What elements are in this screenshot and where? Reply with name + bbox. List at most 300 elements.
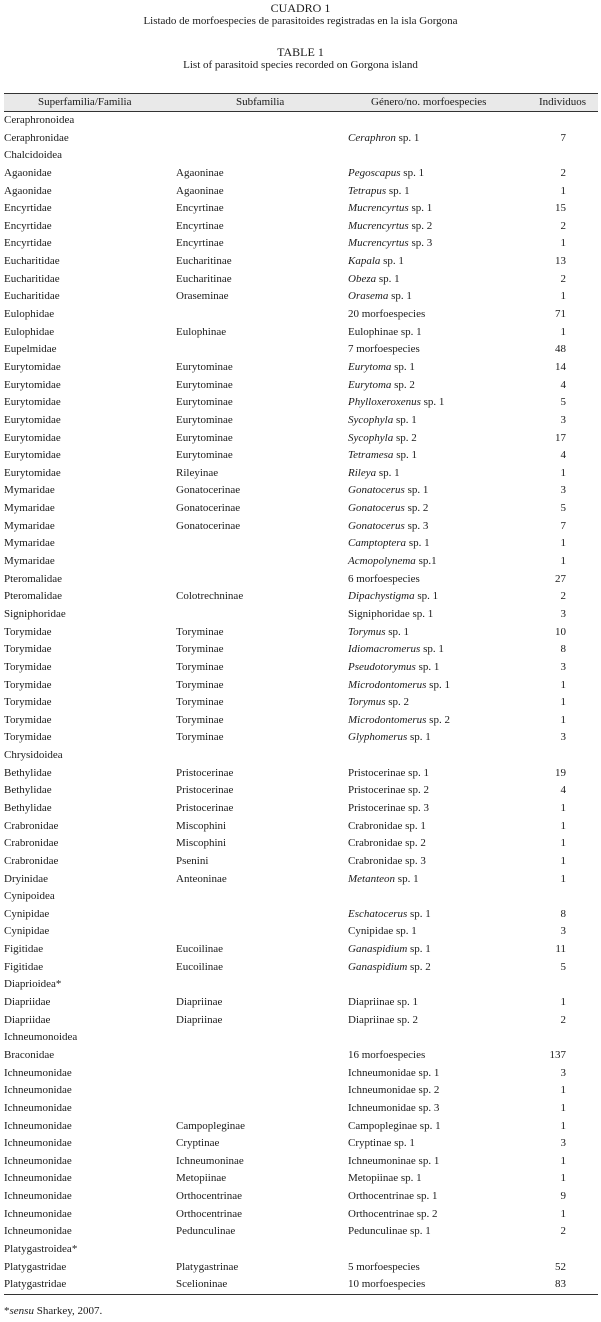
cell-genus: Pristocerinae sp. 2 [348, 784, 429, 797]
cell-genus: 6 morfoespecies [348, 572, 420, 585]
cell-subfamily: Toryminae [176, 731, 224, 744]
cell-genus [348, 694, 409, 711]
caption-number-es: CUADRO 1 [270, 1, 331, 15]
table-row [4, 1135, 598, 1153]
genus-italic: Pegoscapus [348, 166, 401, 179]
genus-italic: Glyphomerus [348, 731, 408, 744]
cell-genus [348, 288, 412, 305]
caption-number-en: TABLE 1 [277, 45, 324, 59]
cell-individuals: 4 [560, 784, 566, 797]
genus-suffix: sp. 3 [408, 237, 433, 250]
cell-family: Eurytomidae [4, 431, 61, 444]
cell-subfamily: Gonatocerinae [176, 502, 241, 515]
cell-individuals: 10 [555, 625, 566, 638]
table-row [4, 306, 598, 324]
table-row [4, 200, 598, 218]
cell-individuals: 2 [560, 219, 566, 232]
cell-subfamily: Toryminae [176, 678, 224, 691]
table-row [4, 1118, 598, 1136]
cell-individuals: 3 [560, 660, 566, 673]
cell-family: Mymaridae [4, 484, 55, 497]
cell-subfamily: Pristocerinae [176, 766, 234, 779]
cell-subfamily: Toryminae [176, 625, 224, 638]
cell-individuals: 4 [560, 378, 566, 391]
cell-subfamily: Psenini [176, 854, 209, 867]
table-row [4, 482, 598, 500]
table-row [4, 571, 598, 589]
cell-genus [348, 183, 410, 200]
table-row [4, 1047, 598, 1065]
caption-title-es: Listado de morfoespecies de parasitoides registradas en la isla Gorgona [143, 15, 458, 27]
cell-genus [348, 394, 444, 411]
cell-subfamily: Miscophini [176, 819, 227, 832]
cell-genus: Eulophinae sp. 1 [348, 325, 422, 338]
cell-individuals: 2 [560, 1225, 566, 1238]
cell-subfamily: Agaoninae [176, 184, 224, 197]
cell-genus [348, 641, 444, 658]
cell-genus [348, 500, 428, 517]
genus-italic: Rileya [348, 466, 377, 479]
table-row [4, 1100, 598, 1118]
cell-subfamily: Colotrechninae [176, 590, 244, 603]
cell-individuals: 4 [560, 449, 566, 462]
table-row [4, 782, 598, 800]
genus-suffix: sp. 1 [391, 360, 415, 373]
cell-subfamily: Campopleginae [176, 1119, 246, 1132]
cell-family: Torymidae [4, 713, 52, 726]
cell-individuals: 83 [555, 1278, 566, 1291]
cell-individuals: 13 [555, 255, 566, 268]
cell-genus: Metopiinae sp. 1 [348, 1172, 422, 1185]
cell-individuals: 52 [555, 1260, 566, 1273]
cell-subfamily: Pristocerinae [176, 784, 234, 797]
table-row [4, 500, 598, 518]
table-row [4, 430, 598, 448]
genus-suffix: sp. 1 [406, 537, 430, 550]
cell-subfamily: Miscophini [176, 837, 227, 850]
cell-genus: 20 morfoespecies [348, 308, 426, 321]
cell-genus [348, 218, 432, 235]
genus-italic: Tetramesa [348, 449, 394, 462]
cell-individuals: 3 [560, 1137, 566, 1150]
cell-subfamily: Pristocerinae [176, 801, 234, 814]
genus-suffix: sp. 1 [393, 449, 417, 462]
cell-family: Signiphoridae [4, 607, 66, 620]
genus-suffix: sp. 1 [420, 643, 444, 656]
cell-family: Chalcidoidea [4, 149, 63, 162]
table-row [4, 218, 598, 236]
cell-genus: Crabronidae sp. 3 [348, 854, 426, 867]
table-row [4, 253, 598, 271]
cell-subfamily: Eurytominae [176, 378, 233, 391]
cell-family: Crabronidae [4, 837, 59, 850]
cell-individuals: 1 [560, 996, 566, 1009]
table-row [4, 112, 598, 130]
cell-genus [348, 465, 400, 482]
cell-family: Figitidae [4, 943, 44, 956]
cell-subfamily: Eurytominae [176, 431, 233, 444]
genus-italic: Metanteon [348, 872, 396, 885]
cell-genus: Crabronidae sp. 1 [348, 819, 426, 832]
cell-family: Torymidae [4, 625, 52, 638]
table-row [4, 130, 598, 148]
table-row [4, 465, 598, 483]
cell-genus [348, 959, 431, 976]
cell-family: Crabronidae [4, 854, 59, 867]
genus-italic: Torymus [348, 696, 386, 709]
cell-individuals: 2 [560, 166, 566, 179]
cell-family: Eurytomidae [4, 378, 61, 391]
table-header [4, 93, 598, 112]
cell-subfamily: Metopiinae [176, 1172, 227, 1185]
cell-family: Eupelmidae [4, 343, 57, 356]
cell-genus: Ichneumonidae sp. 3 [348, 1101, 440, 1114]
table-row [4, 447, 598, 465]
cell-family: Braconidae [4, 1048, 55, 1061]
genus-italic: Kapala [348, 255, 381, 268]
cell-family: Ichneumonidae [4, 1066, 72, 1079]
cell-genus [348, 588, 438, 605]
cell-genus [348, 729, 431, 746]
table-row [4, 183, 598, 201]
cell-family: Cynipoidea [4, 890, 55, 903]
cell-individuals: 11 [555, 943, 566, 956]
table-row [4, 1241, 598, 1259]
cell-family: Torymidae [4, 678, 52, 691]
cell-family: Eurytomidae [4, 413, 61, 426]
cell-family: Cynipidae [4, 925, 50, 938]
cell-subfamily: Gonatocerinae [176, 519, 241, 532]
cell-genus [348, 677, 450, 694]
genus-suffix: sp. 1 [385, 625, 410, 638]
cell-family: Ichneumonidae [4, 1101, 72, 1114]
cell-subfamily: Encyrtinae [176, 202, 224, 215]
cell-individuals: 1 [560, 696, 566, 709]
genus-suffix: sp. 2 [385, 696, 410, 709]
genus-suffix: sp.1 [415, 555, 437, 568]
cell-individuals: 1 [560, 1207, 566, 1220]
cell-individuals: 1 [560, 1101, 566, 1114]
table-row [4, 747, 598, 765]
table-body [4, 112, 598, 1295]
genus-italic: Eurytoma [348, 360, 392, 373]
cell-subfamily: Pedunculinae [176, 1225, 236, 1238]
table-row [4, 588, 598, 606]
cell-individuals: 1 [560, 325, 566, 338]
cell-family: Diapriidae [4, 996, 51, 1009]
table-row [4, 1276, 598, 1294]
cell-subfamily: Eurytominae [176, 360, 233, 373]
genus-italic: Mucrencyrtus [348, 237, 409, 250]
cell-genus: Orthocentrinae sp. 1 [348, 1190, 438, 1203]
cell-individuals: 19 [555, 766, 566, 779]
header-genus: Género/no. morfoespecies [371, 96, 487, 108]
table-row [4, 412, 598, 430]
table-row [4, 1082, 598, 1100]
table-row [4, 712, 598, 730]
genus-suffix: sp. 2 [404, 502, 429, 515]
genus-suffix: sp. 1 [426, 678, 450, 691]
table-row [4, 377, 598, 395]
footnote-italic: sensu [9, 1305, 34, 1317]
table-row [4, 765, 598, 783]
cell-genus [348, 447, 417, 464]
genus-italic: Torymus [348, 625, 386, 638]
cell-family: Ceraphronidae [4, 131, 69, 144]
cell-genus [348, 359, 415, 376]
cell-subfamily: Toryminae [176, 660, 224, 673]
cell-family: Ichneumonidae [4, 1154, 72, 1167]
table-row [4, 994, 598, 1012]
genus-suffix: sp. 2 [391, 378, 415, 391]
genus-italic: Ganaspidium [348, 943, 408, 956]
genus-italic: Mucrencyrtus [348, 202, 409, 215]
cell-family: Ichneumonidae [4, 1190, 72, 1203]
cell-genus: Pristocerinae sp. 3 [348, 801, 429, 814]
cell-family: Mymaridae [4, 502, 55, 515]
cell-family: Agaonidae [4, 184, 52, 197]
cell-individuals: 1 [560, 678, 566, 691]
table-row [4, 677, 598, 695]
cell-individuals: 48 [555, 343, 566, 356]
cell-subfamily: Eurytominae [176, 449, 233, 462]
cell-family: Platygastridae [4, 1278, 67, 1291]
cell-subfamily: Toryminae [176, 643, 224, 656]
table-row [4, 641, 598, 659]
genus-italic: Gonatocerus [348, 502, 405, 515]
cell-individuals: 8 [560, 907, 566, 920]
genus-suffix: sp. 2 [393, 431, 417, 444]
table-row [4, 923, 598, 941]
cell-genus: Ichneumonidae sp. 2 [348, 1084, 440, 1097]
table-row [4, 976, 598, 994]
footnote-marker: * [4, 1305, 10, 1317]
table-row [4, 165, 598, 183]
cell-family: Encyrtidae [4, 202, 52, 215]
cell-individuals: 1 [560, 537, 566, 550]
genus-italic: Orasema [348, 290, 389, 303]
footnote [4, 1305, 102, 1317]
cell-genus [348, 165, 424, 182]
genus-suffix: sp. 1 [420, 396, 445, 409]
caption-title-en: List of parasitoid species recorded on Gorgona island [183, 59, 418, 71]
cell-family: Ichneumonidae [4, 1207, 72, 1220]
footnote-text: Sharkey, 2007. [33, 1305, 103, 1317]
cell-family: Diaprioidea* [4, 978, 62, 991]
cell-genus [348, 482, 428, 499]
cell-genus: 16 morfoespecies [348, 1048, 426, 1061]
genus-suffix: sp. 2 [426, 713, 450, 726]
cell-family: Eucharitidae [4, 290, 60, 303]
cell-individuals: 1 [560, 837, 566, 850]
table-row [4, 888, 598, 906]
cell-individuals: 15 [555, 202, 566, 215]
cell-family: Diapriidae [4, 1013, 51, 1026]
genus-italic: Pseudotorymus [348, 660, 416, 673]
genus-italic: Phylloxeroxenus [348, 396, 421, 409]
table-row [4, 1259, 598, 1277]
cell-individuals: 14 [555, 360, 566, 373]
cell-individuals: 5 [560, 960, 566, 973]
table-row [4, 324, 598, 342]
genus-suffix: sp. 1 [407, 943, 431, 956]
cell-genus [348, 659, 439, 676]
cell-subfamily: Rileyinae [176, 466, 219, 479]
cell-family: Eurytomidae [4, 360, 61, 373]
cell-individuals: 7 [560, 131, 566, 144]
cell-individuals: 1 [560, 1172, 566, 1185]
cell-genus: Pedunculinae sp. 1 [348, 1225, 431, 1238]
genus-italic: Gonatocerus [348, 519, 405, 532]
caption-spanish [0, 1, 601, 28]
cell-family: Pteromalidae [4, 572, 63, 585]
cell-family: Ichneumonidae [4, 1225, 72, 1238]
cell-genus: Cryptinae sp. 1 [348, 1137, 415, 1150]
genus-italic: Acmopolynema [348, 555, 416, 568]
cell-genus: Cynipidae sp. 1 [348, 925, 417, 938]
genus-italic: Ganaspidium [348, 960, 408, 973]
cell-genus [348, 553, 437, 570]
cell-subfamily: Eucharitinae [176, 272, 232, 285]
table-row [4, 906, 598, 924]
cell-individuals: 71 [555, 308, 566, 321]
species-table [4, 93, 598, 1295]
cell-individuals: 3 [560, 607, 566, 620]
cell-individuals: 1 [560, 713, 566, 726]
genus-suffix: sp. 1 [415, 660, 440, 673]
genus-suffix: sp. 1 [395, 131, 420, 144]
table-row [4, 288, 598, 306]
cell-genus [348, 871, 419, 888]
cell-family: Torymidae [4, 696, 52, 709]
cell-genus [348, 271, 400, 288]
table-row [4, 729, 598, 747]
genus-suffix: sp. 1 [388, 290, 412, 303]
cell-family: Ichneumonidae [4, 1084, 72, 1097]
cell-individuals: 1 [560, 466, 566, 479]
cell-family: Ceraphronoidea [4, 114, 75, 126]
cell-subfamily: Ichneumoninae [176, 1154, 244, 1167]
cell-family: Mymaridae [4, 519, 55, 532]
cell-family: Crabronidae [4, 819, 59, 832]
genus-suffix: sp. 1 [404, 484, 429, 497]
table-row [4, 1188, 598, 1206]
table-row [4, 1170, 598, 1188]
table-row [4, 394, 598, 412]
genus-italic: Dipachystigma [348, 590, 415, 603]
cell-family: Mymaridae [4, 537, 55, 550]
cell-family: Mymaridae [4, 555, 55, 568]
cell-family: Eulophidae [4, 308, 55, 321]
table-row [4, 341, 598, 359]
cell-subfamily: Eucoilinae [176, 960, 224, 973]
cell-genus: 5 morfoespecies [348, 1260, 420, 1273]
cell-individuals: 1 [560, 1119, 566, 1132]
cell-individuals: 3 [560, 925, 566, 938]
cell-family: Agaonidae [4, 166, 52, 179]
cell-family: Platygastroidea* [4, 1243, 78, 1255]
cell-genus [348, 712, 450, 729]
cell-family: Eucharitidae [4, 272, 60, 285]
cell-subfamily: Eurytominae [176, 413, 233, 426]
genus-italic: Microdontomerus [348, 678, 427, 691]
cell-subfamily: Oraseminae [176, 290, 229, 303]
cell-subfamily: Anteoninae [176, 872, 227, 885]
genus-suffix: sp. 1 [393, 413, 417, 426]
cell-genus: Orthocentrinae sp. 2 [348, 1207, 438, 1220]
genus-suffix: sp. 1 [408, 202, 433, 215]
table-row [4, 694, 598, 712]
cell-family: Torymidae [4, 731, 52, 744]
cell-subfamily: Diapriinae [176, 996, 223, 1009]
cell-individuals: 3 [560, 1066, 566, 1079]
table-row [4, 941, 598, 959]
cell-family: Bethylidae [4, 801, 52, 814]
table-row [4, 853, 598, 871]
table-row [4, 959, 598, 977]
cell-genus [348, 130, 419, 147]
table-row [4, 871, 598, 889]
cell-individuals: 8 [560, 643, 566, 656]
cell-individuals: 2 [560, 590, 566, 603]
genus-italic: Idiomacromerus [348, 643, 421, 656]
cell-subfamily: Eucoilinae [176, 943, 224, 956]
table-row [4, 535, 598, 553]
genus-italic: Camptoptera [348, 537, 407, 550]
cell-genus [348, 200, 432, 217]
cell-subfamily: Encyrtinae [176, 237, 224, 250]
cell-genus: Campopleginae sp. 1 [348, 1119, 441, 1132]
cell-individuals: 1 [560, 1084, 566, 1097]
table-row [4, 1065, 598, 1083]
cell-individuals: 1 [560, 184, 566, 197]
table-row [4, 1029, 598, 1047]
cell-individuals: 9 [560, 1190, 566, 1203]
cell-subfamily: Scelioninae [176, 1278, 228, 1291]
table-row [4, 518, 598, 536]
genus-suffix: sp. 1 [376, 466, 400, 479]
cell-family: Ichneumonidae [4, 1119, 72, 1132]
cell-individuals: 27 [555, 572, 566, 585]
cell-genus: Ichneumoninae sp. 1 [348, 1154, 440, 1167]
cell-individuals: 17 [555, 431, 566, 444]
table-row [4, 800, 598, 818]
cell-genus [348, 235, 432, 252]
cell-family: Bethylidae [4, 766, 52, 779]
cell-individuals: 5 [560, 396, 566, 409]
cell-genus [348, 906, 431, 923]
genus-suffix: sp. 2 [407, 960, 431, 973]
cell-subfamily: Cryptinae [176, 1137, 220, 1150]
cell-individuals: 3 [560, 484, 566, 497]
cell-genus [348, 535, 430, 552]
cell-subfamily: Orthocentrinae [176, 1207, 242, 1220]
header-subfamily: Subfamilia [236, 96, 285, 108]
cell-family: Chrysidoidea [4, 749, 63, 762]
cell-family: Ichneumonoidea [4, 1031, 78, 1044]
cell-family: Ichneumonidae [4, 1137, 72, 1150]
genus-italic: Tetrapus [348, 184, 387, 197]
genus-suffix: sp. 3 [404, 519, 429, 532]
cell-individuals: 7 [560, 519, 566, 532]
cell-individuals: 2 [560, 272, 566, 285]
cell-subfamily: Encyrtinae [176, 219, 224, 232]
cell-genus [348, 412, 417, 429]
header-individuals: Individuos [539, 96, 587, 108]
cell-subfamily: Eucharitinae [176, 255, 232, 268]
cell-family: Dryinidae [4, 872, 48, 885]
cell-genus [348, 624, 409, 641]
